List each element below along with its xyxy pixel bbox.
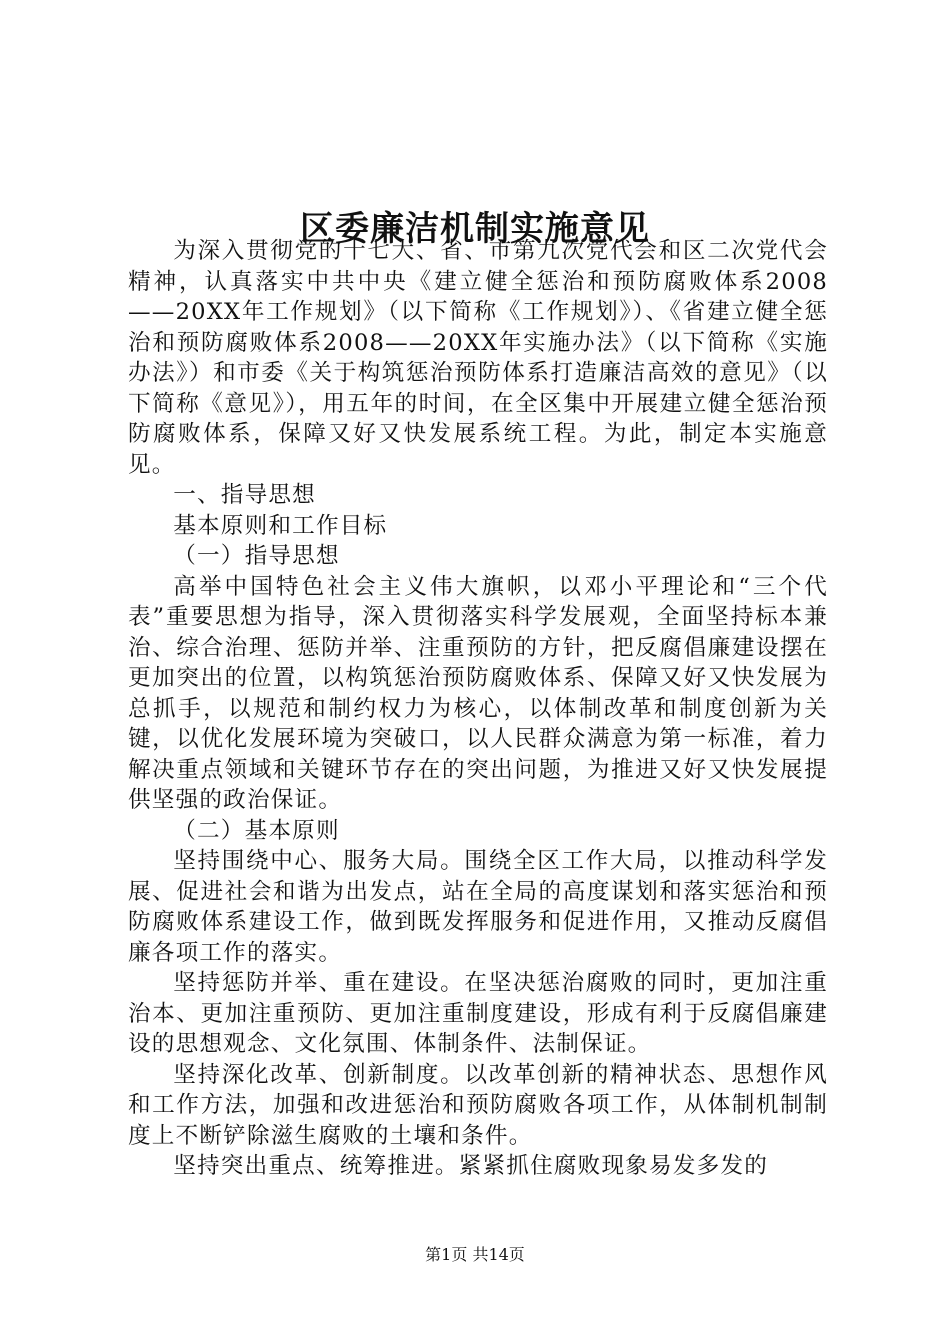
paragraph-principle-1: 坚持围绕中心、服务大局。围绕全区工作大局，以推动科学发展、促进社会和谐为出发点，站在全局的高度谋划和落实惩治和预防腐败体系建设工作，做到既发挥服务和促进作用，又推动反腐倡廉各项工作的落实。 (128, 848, 828, 966)
heading-section-1-continued: 基本原则和工作目标 (173, 512, 388, 539)
document-title: 区委廉洁机制实施意见 (300, 208, 650, 249)
page-footer: 第1页 共14页 (425, 1245, 525, 1264)
heading-section-1: 一、指导思想 (173, 482, 316, 508)
paragraph-guiding-thought: 高举中国特色社会主义伟大旗帜，以邓小平理论和“三个代表”重要思想为指导，深入贯彻落实科学发展观，全面坚持标本兼治、综合治理、惩防并举、注重预防的方针，把反腐倡廉建设摆在更加突出的位置，以构筑惩治预防腐败体系、保障又好又快发展为总抓手，以规范和制约权力为核心，以体制改革和制度创新为关键，以优化发展环境为突破口，以人民群众满意为第一标准，着力解决重点领域和关键环节存在的突出问题，为推进又好又快发展提供坚强的政治保证。 (128, 573, 828, 813)
document-body (128, 236, 828, 1182)
paragraph-principle-3: 坚持深化改革、创新制度。以改革创新的精神状态、思想作风和工作方法，加强和改进惩治和预防腐败各项工作，从体制机制制度上不断铲除滋生腐败的土壤和条件。 (128, 1061, 828, 1149)
heading-basic-principles: （二）基本原则 (173, 817, 340, 844)
heading-guiding-thought: （一）指导思想 (173, 543, 340, 569)
paragraph-principle-4: 坚持突出重点、统筹推进。紧紧抓住腐败现象易发多发的 (173, 1153, 769, 1179)
paragraph-intro: 为深入贯彻党的十七大、省、市第九次党代会和区二次党代会精神，认真落实中共中央《建立健全惩治和预防腐败体系2008——20XX年工作规划》（以下简称《工作规划》）、《省建立健全惩治和预防腐败体系2008——20XX年实施办法》（以下简称《实施办法》）和市委《关于构筑惩治预防体系打造廉洁高效的意见》（以下简称《意见》），用五年的时间，在全区集中开展建立健全惩治预防腐败体系，保障又好又快发展系统工程。为此，制定本实施意见。 (128, 238, 828, 478)
paragraph-principle-2: 坚持惩防并举、重在建设。在坚决惩治腐败的同时，更加注重治本、更加注重预防、更加注重制度建设，形成有利于反腐倡廉建设的思想观念、文化氛围、体制条件、法制保证。 (128, 970, 828, 1057)
